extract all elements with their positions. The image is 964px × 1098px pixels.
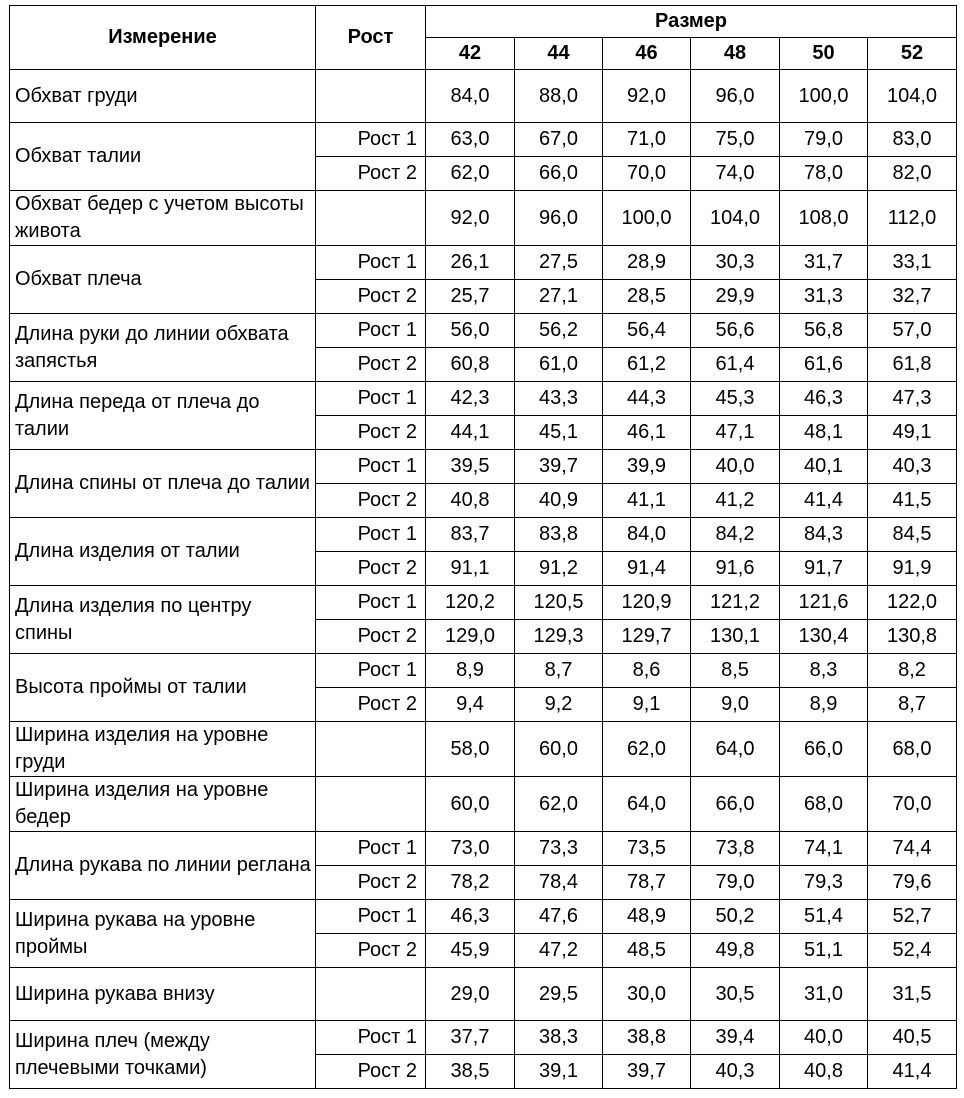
value-cell: 31,7 [780,246,868,280]
value-cell: 32,7 [868,280,957,314]
value-cell: 66,0 [691,777,780,832]
value-cell: 73,8 [691,832,780,866]
value-cell: 9,4 [426,688,515,722]
value-cell: 27,1 [515,280,603,314]
value-cell: 130,1 [691,620,780,654]
value-cell: 29,0 [426,968,515,1021]
value-cell: 108,0 [780,191,868,246]
value-cell: 38,5 [426,1055,515,1089]
table-row [10,518,957,552]
value-cell: 61,2 [603,348,691,382]
height-cell: Рост 1 [316,586,426,620]
value-cell: 8,3 [780,654,868,688]
height-cell: Рост 1 [316,246,426,280]
value-cell: 67,0 [515,123,603,157]
value-cell: 62,0 [515,777,603,832]
value-cell: 73,0 [426,832,515,866]
value-cell: 112,0 [868,191,957,246]
measurement-cell: Обхват бедер с учетом высоты живота [10,191,316,246]
value-cell: 96,0 [691,70,780,123]
value-cell: 29,5 [515,968,603,1021]
value-cell: 41,5 [868,484,957,518]
value-cell: 91,7 [780,552,868,586]
value-cell: 104,0 [868,70,957,123]
table-row [10,900,957,934]
value-cell: 82,0 [868,157,957,191]
value-cell: 37,7 [426,1021,515,1055]
value-cell: 9,0 [691,688,780,722]
value-cell: 83,7 [426,518,515,552]
height-cell: Рост 1 [316,123,426,157]
height-cell: Рост 1 [316,900,426,934]
value-cell: 30,3 [691,246,780,280]
value-cell: 129,7 [603,620,691,654]
value-cell: 61,0 [515,348,603,382]
table-row [10,246,957,280]
value-cell: 39,9 [603,450,691,484]
value-cell: 62,0 [603,722,691,777]
value-cell: 8,6 [603,654,691,688]
value-cell: 104,0 [691,191,780,246]
value-cell: 50,2 [691,900,780,934]
value-cell: 60,0 [515,722,603,777]
value-cell: 60,0 [426,777,515,832]
value-cell: 45,9 [426,934,515,968]
measurement-cell: Ширина плеч (между плечевыми точками) [10,1021,316,1089]
value-cell: 122,0 [868,586,957,620]
value-cell: 52,4 [868,934,957,968]
height-cell: Рост 2 [316,620,426,654]
size-column-header: 46 [603,38,691,70]
value-cell: 39,4 [691,1021,780,1055]
value-cell: 84,5 [868,518,957,552]
value-cell: 121,2 [691,586,780,620]
value-cell: 130,8 [868,620,957,654]
value-cell: 40,1 [780,450,868,484]
value-cell: 38,3 [515,1021,603,1055]
value-cell: 66,0 [780,722,868,777]
value-cell: 47,1 [691,416,780,450]
value-cell: 40,5 [868,1021,957,1055]
measurement-cell: Ширина изделия на уровне груди [10,722,316,777]
value-cell: 40,0 [780,1021,868,1055]
table-row [10,123,957,157]
value-cell: 48,5 [603,934,691,968]
size-column-header: 44 [515,38,603,70]
value-cell: 49,8 [691,934,780,968]
value-cell: 120,2 [426,586,515,620]
table-body [10,70,957,1089]
value-cell: 39,7 [603,1055,691,1089]
value-cell: 57,0 [868,314,957,348]
value-cell: 58,0 [426,722,515,777]
size-column-header: 52 [868,38,957,70]
value-cell: 56,8 [780,314,868,348]
value-cell: 8,9 [426,654,515,688]
value-cell: 47,6 [515,900,603,934]
value-cell: 48,9 [603,900,691,934]
measurement-header: Измерение [10,6,316,70]
value-cell: 129,3 [515,620,603,654]
value-cell: 79,0 [691,866,780,900]
value-cell: 74,1 [780,832,868,866]
value-cell: 74,4 [868,832,957,866]
value-cell: 56,2 [515,314,603,348]
value-cell: 39,7 [515,450,603,484]
table-row [10,777,957,832]
value-cell: 91,9 [868,552,957,586]
value-cell: 100,0 [603,191,691,246]
value-cell: 83,0 [868,123,957,157]
value-cell: 70,0 [868,777,957,832]
measurement-cell: Длина рукава по линии реглана [10,832,316,900]
value-cell: 41,2 [691,484,780,518]
value-cell: 39,1 [515,1055,603,1089]
value-cell: 84,0 [603,518,691,552]
value-cell: 8,7 [515,654,603,688]
size-column-header: 48 [691,38,780,70]
value-cell: 130,4 [780,620,868,654]
height-cell: Рост 1 [316,832,426,866]
size-column-header: 42 [426,38,515,70]
value-cell: 29,9 [691,280,780,314]
value-cell: 26,1 [426,246,515,280]
value-cell: 25,7 [426,280,515,314]
measurement-cell: Обхват плеча [10,246,316,314]
height-cell [316,722,426,777]
value-cell: 68,0 [868,722,957,777]
value-cell: 62,0 [426,157,515,191]
measurement-cell: Длина руки до линии обхвата запястья [10,314,316,382]
value-cell: 30,5 [691,968,780,1021]
value-cell: 49,1 [868,416,957,450]
value-cell: 79,0 [780,123,868,157]
measurement-cell: Обхват талии [10,123,316,191]
value-cell: 28,5 [603,280,691,314]
height-cell: Рост 1 [316,314,426,348]
value-cell: 44,1 [426,416,515,450]
measurement-cell: Ширина рукава внизу [10,968,316,1021]
value-cell: 47,3 [868,382,957,416]
height-cell: Рост 1 [316,654,426,688]
measurement-cell: Длина переда от плеча до талии [10,382,316,450]
value-cell: 84,2 [691,518,780,552]
table-row [10,314,957,348]
height-cell: Рост 1 [316,450,426,484]
value-cell: 64,0 [603,777,691,832]
value-cell: 43,3 [515,382,603,416]
height-cell [316,968,426,1021]
value-cell: 40,0 [691,450,780,484]
value-cell: 42,3 [426,382,515,416]
size-header: Размер [426,6,957,38]
value-cell: 75,0 [691,123,780,157]
value-cell: 78,7 [603,866,691,900]
value-cell: 56,4 [603,314,691,348]
value-cell: 92,0 [426,191,515,246]
value-cell: 47,2 [515,934,603,968]
value-cell: 30,0 [603,968,691,1021]
value-cell: 56,6 [691,314,780,348]
height-cell [316,777,426,832]
value-cell: 61,6 [780,348,868,382]
size-table [9,5,957,1089]
value-cell: 33,1 [868,246,957,280]
value-cell: 73,3 [515,832,603,866]
value-cell: 52,7 [868,900,957,934]
value-cell: 41,4 [780,484,868,518]
measurement-cell: Длина изделия по центру спины [10,586,316,654]
value-cell: 45,1 [515,416,603,450]
value-cell: 83,8 [515,518,603,552]
measurement-cell: Ширина рукава на уровне проймы [10,900,316,968]
height-cell: Рост 2 [316,348,426,382]
value-cell: 121,6 [780,586,868,620]
table-row [10,968,957,1021]
table-row [10,586,957,620]
value-cell: 60,8 [426,348,515,382]
value-cell: 91,2 [515,552,603,586]
value-cell: 56,0 [426,314,515,348]
value-cell: 39,5 [426,450,515,484]
size-column-header: 50 [780,38,868,70]
table-row [10,450,957,484]
value-cell: 31,5 [868,968,957,1021]
value-cell: 78,4 [515,866,603,900]
height-cell: Рост 2 [316,1055,426,1089]
table-row [10,654,957,688]
value-cell: 41,1 [603,484,691,518]
measurement-cell: Обхват груди [10,70,316,123]
table-row [10,832,957,866]
height-cell [316,70,426,123]
table-row [10,722,957,777]
value-cell: 28,9 [603,246,691,280]
height-cell: Рост 2 [316,688,426,722]
value-cell: 73,5 [603,832,691,866]
value-cell: 64,0 [691,722,780,777]
value-cell: 8,2 [868,654,957,688]
table-row [10,70,957,123]
height-header: Рост [316,6,426,70]
height-cell: Рост 2 [316,416,426,450]
height-cell: Рост 2 [316,157,426,191]
value-cell: 40,9 [515,484,603,518]
height-cell: Рост 2 [316,280,426,314]
height-cell [316,191,426,246]
height-cell: Рост 2 [316,866,426,900]
value-cell: 91,1 [426,552,515,586]
value-cell: 61,8 [868,348,957,382]
value-cell: 68,0 [780,777,868,832]
value-cell: 61,4 [691,348,780,382]
value-cell: 92,0 [603,70,691,123]
value-cell: 48,1 [780,416,868,450]
value-cell: 51,1 [780,934,868,968]
table-row [10,1021,957,1055]
value-cell: 46,3 [426,900,515,934]
table-row [10,191,957,246]
value-cell: 78,2 [426,866,515,900]
value-cell: 46,1 [603,416,691,450]
measurement-cell: Длина спины от плеча до талии [10,450,316,518]
value-cell: 45,3 [691,382,780,416]
value-cell: 120,9 [603,586,691,620]
table-row [10,382,957,416]
value-cell: 96,0 [515,191,603,246]
height-cell: Рост 2 [316,552,426,586]
height-cell: Рост 1 [316,518,426,552]
value-cell: 9,1 [603,688,691,722]
value-cell: 74,0 [691,157,780,191]
value-cell: 84,0 [426,70,515,123]
value-cell: 79,6 [868,866,957,900]
value-cell: 8,7 [868,688,957,722]
value-cell: 40,3 [868,450,957,484]
value-cell: 8,9 [780,688,868,722]
value-cell: 66,0 [515,157,603,191]
height-cell: Рост 1 [316,1021,426,1055]
value-cell: 100,0 [780,70,868,123]
measurement-cell: Ширина изделия на уровне бедер [10,777,316,832]
value-cell: 71,0 [603,123,691,157]
value-cell: 31,3 [780,280,868,314]
value-cell: 40,8 [426,484,515,518]
value-cell: 78,0 [780,157,868,191]
value-cell: 63,0 [426,123,515,157]
table-header [10,6,957,70]
value-cell: 41,4 [868,1055,957,1089]
value-cell: 40,8 [780,1055,868,1089]
value-cell: 27,5 [515,246,603,280]
height-cell: Рост 2 [316,484,426,518]
value-cell: 38,8 [603,1021,691,1055]
measurement-cell: Высота проймы от талии [10,654,316,722]
value-cell: 46,3 [780,382,868,416]
value-cell: 40,3 [691,1055,780,1089]
value-cell: 70,0 [603,157,691,191]
value-cell: 44,3 [603,382,691,416]
value-cell: 9,2 [515,688,603,722]
value-cell: 79,3 [780,866,868,900]
value-cell: 8,5 [691,654,780,688]
value-cell: 120,5 [515,586,603,620]
value-cell: 51,4 [780,900,868,934]
value-cell: 91,4 [603,552,691,586]
value-cell: 31,0 [780,968,868,1021]
height-cell: Рост 1 [316,382,426,416]
height-cell: Рост 2 [316,934,426,968]
value-cell: 129,0 [426,620,515,654]
value-cell: 91,6 [691,552,780,586]
measurement-cell: Длина изделия от талии [10,518,316,586]
value-cell: 84,3 [780,518,868,552]
value-cell: 88,0 [515,70,603,123]
